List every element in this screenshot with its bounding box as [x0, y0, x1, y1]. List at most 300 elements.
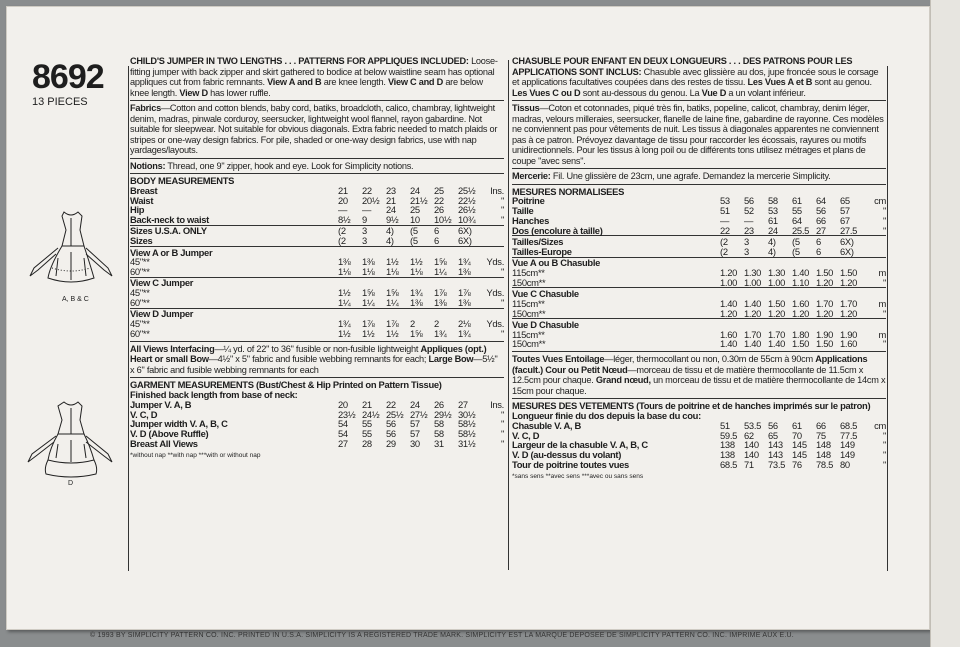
size-value: 149	[840, 449, 855, 461]
size-value: 56	[816, 205, 826, 217]
row-label: 60"**	[130, 297, 150, 309]
envelope-flap	[930, 0, 960, 647]
row-label: 115cm**	[512, 266, 545, 278]
unit: "	[882, 338, 886, 350]
unit: "	[882, 459, 886, 471]
size-value: 140	[744, 449, 759, 461]
size-value: 4)	[386, 235, 394, 247]
size-value: 80	[840, 459, 850, 471]
row-label: Hip	[130, 204, 145, 216]
size-value: 27½	[410, 408, 428, 420]
unit: "	[500, 428, 504, 440]
row-label: 150cm**	[512, 338, 546, 350]
row-label: Tailles/Sizes	[512, 235, 564, 247]
size-value: 70	[792, 429, 802, 441]
size-value: 53	[720, 195, 730, 207]
unit: "	[500, 418, 504, 430]
row-label: Breast All Views	[130, 438, 198, 450]
size-value: 22½	[458, 194, 476, 206]
row-label: Jumper width V. A, B, C	[130, 418, 228, 430]
table-row	[512, 339, 886, 349]
size-value: 3	[362, 235, 367, 247]
copyright-line: © 1993 BY SIMPLICITY PATTERN CO. INC. PRINTED IN U.S.A. SIMPLICITY IS A REGISTERED TRADE MARK. SIMPLICITY EST LA MARQUE DEPOSEE DE SIMPLICITY PATTERN CO. INC. IMPRIME AUX E.U.	[90, 632, 794, 639]
row-label: 45"**	[130, 256, 150, 268]
unit: "	[882, 307, 886, 319]
size-value: 27.5	[840, 224, 858, 236]
size-value: 20½	[362, 194, 380, 206]
size-value: 9	[362, 214, 367, 226]
size-value: 10¾	[458, 214, 476, 226]
size-value: 31½	[458, 438, 476, 450]
size-value: 31	[434, 438, 444, 450]
size-value: 25.5	[792, 224, 810, 236]
unit: Ins.	[490, 184, 504, 196]
size-value: 24	[410, 398, 420, 410]
size-value: 1.40	[792, 266, 810, 278]
unit: m	[878, 297, 886, 309]
size-value: 20	[338, 398, 348, 410]
table-row	[512, 309, 886, 319]
size-value: 24½	[362, 408, 380, 420]
size-value: —	[744, 214, 754, 226]
size-value: 149	[840, 439, 855, 451]
size-value: 1.20	[816, 307, 834, 319]
size-value: 1.50	[816, 266, 834, 278]
table-heading: Finished back length from base of neck:	[130, 389, 298, 401]
size-value: 6X)	[458, 235, 472, 247]
size-value: 64	[816, 195, 826, 207]
unit: "	[882, 449, 886, 461]
size-value: 1.30	[744, 266, 762, 278]
size-value: 22	[434, 194, 444, 206]
en-view-ab: View A and B	[267, 77, 322, 87]
row-label: Dos (encolure à taille)	[512, 224, 603, 236]
size-value: 1.00	[744, 276, 762, 288]
size-value: 26½	[458, 204, 476, 216]
en-appliques-label: Appliques (opt.) Heart or small Bow	[130, 343, 487, 365]
size-value: 58	[768, 195, 778, 207]
size-value: (5	[410, 225, 418, 237]
size-value: 53.5	[744, 419, 762, 431]
fr-title: CHASUBLE POUR ENFANT EN DEUX LONGUEURS . . . DES PATRONS POUR LES APPLICATIONS SONT INCLUS:	[512, 56, 853, 77]
table-heading: View C Jumper	[130, 277, 194, 289]
size-value: 1⅞	[386, 318, 399, 330]
size-value: 54	[338, 428, 348, 440]
english-description	[130, 56, 504, 98]
en-interfacing-label: All Views Interfacing	[130, 343, 215, 354]
unit: "	[882, 224, 886, 236]
fr-view-ab-text: sont au genou.	[814, 77, 872, 87]
size-value: 1¼	[338, 297, 351, 309]
size-value: 1½	[338, 327, 351, 339]
en-view-cd-text: are below knee length.	[130, 77, 483, 98]
size-value: 25	[410, 204, 420, 216]
unit: "	[882, 214, 886, 226]
size-value: 26	[434, 398, 444, 410]
row-label: 150cm**	[512, 307, 546, 319]
unit: "	[500, 204, 504, 216]
table-row	[130, 226, 504, 236]
row-label: V. D (au-dessus du volant)	[512, 449, 622, 461]
size-value: 66	[816, 214, 826, 226]
size-value: 78.5	[816, 459, 834, 471]
size-value: 21	[386, 194, 396, 206]
size-value: 4)	[768, 235, 776, 247]
size-value: 1.70	[840, 297, 858, 309]
size-value: 20	[338, 194, 348, 206]
size-value: 4)	[768, 245, 776, 257]
size-value: 30½	[458, 408, 476, 420]
size-value: 57	[840, 205, 850, 217]
size-value: —	[338, 204, 348, 216]
size-value: 1.00	[720, 276, 738, 288]
size-value: 1¾	[338, 318, 351, 330]
size-value: (2	[338, 225, 346, 237]
table-row	[130, 236, 504, 246]
english-interfacing	[130, 344, 504, 376]
size-value: 1⅜	[434, 297, 447, 309]
size-value: 2	[410, 318, 415, 330]
figure-label-abc: A, B & C	[62, 296, 89, 303]
size-value: —	[720, 214, 730, 226]
size-value: 27	[458, 398, 468, 410]
size-value: 21	[338, 184, 348, 196]
unit: cm	[874, 195, 886, 207]
size-value: 23	[744, 224, 754, 236]
size-value: 52	[744, 205, 754, 217]
row-label: Tailles-Europe	[512, 245, 572, 257]
table-heading: Vue A ou B Chasuble	[512, 257, 601, 269]
size-value: 1⅛	[410, 266, 423, 278]
size-value: 1¼	[362, 297, 375, 309]
unit: m	[878, 328, 886, 340]
size-value: 65	[768, 429, 778, 441]
row-label: V. C, D	[130, 408, 158, 420]
unit: "	[500, 408, 504, 420]
size-value: 1⅜	[458, 297, 471, 309]
table-row	[130, 319, 504, 329]
size-value: —	[362, 204, 372, 216]
unit: "	[500, 214, 504, 226]
table-heading: Longueur finie du dos depuis la base du cou:	[512, 410, 701, 422]
size-value: 6X)	[840, 245, 854, 257]
size-value: 10	[410, 214, 420, 226]
size-value: 51	[720, 205, 730, 217]
french-column	[512, 56, 886, 572]
size-value: 24	[768, 224, 778, 236]
english-column	[130, 56, 504, 572]
size-value: 1½	[410, 256, 423, 268]
row-label: Hanches	[512, 214, 549, 226]
row-label: 45"**	[130, 318, 150, 330]
en-view-d: View D	[179, 87, 208, 98]
size-value: 54	[338, 418, 348, 430]
table-row	[130, 267, 504, 277]
unit: "	[500, 297, 504, 309]
size-value: 1.20	[744, 307, 762, 319]
french-footnote: *sans sens **avec sens ***avec ou sans sens	[512, 472, 644, 480]
size-value: 3	[744, 235, 749, 247]
size-value: 1⅞	[434, 287, 447, 299]
size-value: 9½	[386, 214, 399, 226]
row-label: Sizes U.S.A. ONLY	[130, 225, 207, 237]
fr-view-d: Vue D	[701, 87, 727, 98]
size-value: 2	[434, 318, 439, 330]
size-value: 65	[840, 195, 850, 207]
row-label: 60"**	[130, 327, 150, 339]
size-value: 1⅝	[410, 327, 423, 339]
size-value: 1⅜	[362, 256, 375, 268]
table-row	[512, 460, 886, 470]
fr-view-cd-text: sont au-dessous du genou. La	[582, 87, 700, 98]
size-value: 145	[792, 449, 807, 461]
size-value: 8½	[338, 214, 351, 226]
size-value: 68.5	[720, 459, 738, 471]
size-value: 57	[410, 418, 420, 430]
size-value: 1½	[386, 327, 399, 339]
en-view-d-text: has lower ruffle.	[210, 87, 271, 98]
table-row	[130, 186, 504, 196]
unit: m	[878, 266, 886, 278]
table-heading-row	[130, 176, 504, 186]
figure-label-d: D	[68, 480, 74, 487]
table-heading: MESURES DES VETEMENTS (Tours de poitrine et de hanches imprimés sur le patron)	[512, 400, 871, 412]
fr-applications-text: —morceau de tissu et de matière thermocollante de 11.5cm x 12.5cm pour chaque.	[512, 364, 864, 386]
unit: Yds.	[486, 287, 504, 299]
size-value: 29	[386, 438, 396, 450]
size-value: 3	[362, 225, 367, 237]
table-row	[512, 278, 886, 288]
row-label: Jumper V. A, B	[130, 398, 192, 410]
size-value: 61	[768, 214, 778, 226]
size-value: 25½	[458, 184, 476, 196]
size-value: 1⅜	[458, 266, 471, 278]
row-label: Largeur de la chasuble V. A, B, C	[512, 439, 648, 451]
size-value: 1⅛	[338, 266, 351, 278]
pattern-number: 8692	[32, 58, 104, 96]
table-row	[512, 226, 886, 236]
unit: "	[882, 205, 886, 217]
table-row	[130, 288, 504, 298]
en-notions-text: Thread, one 9" zipper, hook and eye. Look for Simplicity notions.	[167, 160, 414, 171]
row-label: Poitrine	[512, 195, 545, 207]
size-value: 56	[386, 428, 396, 440]
size-value: 1.90	[840, 328, 858, 340]
fr-grand-text: un morceau de tissu et de matière thermocollante de 14cm x 15cm pour chaque.	[512, 375, 886, 396]
row-label: Taille	[512, 205, 534, 217]
size-value: 59.5	[720, 429, 738, 441]
size-value: 1.70	[816, 297, 834, 309]
size-value: 21½	[410, 194, 428, 206]
en-title: CHILD'S JUMPER IN TWO LENGTHS . . . PATTERNS FOR APPLIQUES INCLUDED:	[130, 56, 469, 66]
size-value: 21	[362, 398, 372, 410]
size-value: 1.40	[744, 338, 762, 350]
table-row	[130, 439, 504, 449]
size-value: 1⅛	[362, 266, 375, 278]
size-value: 23½	[338, 408, 356, 420]
row-label: 45"**	[130, 287, 150, 299]
size-value: 55	[792, 205, 802, 217]
fr-grand-label: Grand nœud,	[595, 375, 651, 386]
size-value: 22	[386, 398, 396, 410]
en-notions-label: Notions:	[130, 160, 166, 171]
en-intro: Loose-fitting jumper with back zipper and skirt gathered to bodice at below waistline seam has optional appliques cut from fabric remnants.	[130, 56, 498, 87]
size-value: 1.20	[792, 307, 810, 319]
size-value: 56	[768, 419, 778, 431]
en-view-cd: View C and D	[387, 77, 443, 87]
size-value: 6	[816, 235, 821, 247]
size-value: 1.50	[768, 297, 786, 309]
fr-entoilage-label: Toutes Vues Entoilage	[512, 354, 605, 365]
size-value: 1.40	[768, 338, 786, 350]
size-value: 75	[816, 429, 826, 441]
table-row	[512, 421, 886, 431]
size-value: 1.10	[792, 276, 810, 288]
english-garment-table	[130, 380, 504, 449]
fr-mercerie-text: Fil. Une glissière de 23cm, une agrafe. Demandez la mercerie Simplicity.	[552, 171, 831, 181]
size-value: 148	[816, 449, 831, 461]
size-value: 28	[362, 438, 372, 450]
fr-applications-label: Applications (facult.) Cour ou Petit Nœud	[512, 354, 868, 375]
size-value: 1.50	[792, 338, 810, 350]
size-value: (2	[720, 245, 728, 257]
en-view-ab-text: are knee length.	[323, 77, 386, 87]
size-value: 67	[840, 214, 850, 226]
table-heading: Vue C Chasuble	[512, 287, 579, 299]
jumper-d-sketch	[26, 398, 116, 480]
size-value: 27	[338, 438, 348, 450]
size-value: 1.40	[720, 338, 738, 350]
en-largebow-label: Large Bow	[428, 354, 474, 365]
size-value: 1½	[362, 327, 375, 339]
row-label: Breast	[130, 184, 158, 196]
row-label: Waist	[130, 194, 154, 206]
size-value: 1⅜	[410, 297, 423, 309]
size-value: 143	[768, 439, 783, 451]
table-heading: BODY MEASUREMENTS	[130, 175, 235, 186]
size-value: (2	[720, 235, 728, 247]
table-heading: Vue D Chasuble	[512, 318, 579, 330]
size-value: 64	[792, 214, 802, 226]
size-value: 1¾	[410, 287, 423, 299]
size-value: 22	[362, 184, 372, 196]
fr-view-ab: Les Vues A et B	[747, 77, 813, 87]
size-value: 55	[362, 418, 372, 430]
unit: Ins.	[490, 398, 504, 410]
size-value: 30	[410, 438, 420, 450]
size-value: 1.60	[792, 297, 810, 309]
size-value: 143	[768, 449, 783, 461]
size-value: 145	[792, 439, 807, 451]
size-value: 27	[816, 224, 826, 236]
size-value: 1¼	[434, 266, 447, 278]
size-value: 138	[720, 439, 735, 451]
size-value: 71	[744, 459, 754, 471]
size-value: 24	[386, 204, 396, 216]
fr-view-cd: Les Vues C ou D	[512, 87, 581, 98]
table-row	[130, 257, 504, 267]
center-rule	[508, 60, 509, 570]
fr-tissus-text: —Coton et cotonnades, piqué très fin, batiks, popeline, calicot, chambray, denim léger, madras, velours milleraies, seersucker, flanelle de laine fine, gabardine de rayonne. Ces modèles ne conviennent pas pour vêtements de nuit. Les tissus à diagonales apparentes ne conviennent pas à ce patron. Prévoyez davantage de tissu pour raccorder les écossais, rayures ou motifs unidirectionnels. Pour les tissus à long poil ou de différents tons utilisez métrages et plans de coupe "avec sens".	[512, 103, 884, 166]
row-label: 115cm**	[512, 328, 545, 340]
table-row	[130, 215, 504, 225]
size-value: 58	[434, 418, 444, 430]
size-value: 1.00	[768, 276, 786, 288]
size-value: 56	[744, 195, 754, 207]
size-value: 62	[744, 429, 754, 441]
size-value: 77.5	[840, 429, 858, 441]
size-value: 1.20	[816, 276, 834, 288]
row-label: 60"**	[130, 266, 150, 278]
size-value: 29½	[434, 408, 452, 420]
size-value: 10½	[434, 214, 452, 226]
size-value: 1¾	[458, 327, 471, 339]
size-value: 148	[816, 439, 831, 451]
jumper-abc-sketch	[28, 208, 114, 294]
unit: Yds.	[486, 318, 504, 330]
en-appliques-text: —4½" x 5" fabric and fusible webbing remnants for each;	[208, 354, 427, 365]
table-heading-row	[130, 278, 504, 288]
left-rule	[128, 66, 129, 571]
size-value: 1.40	[744, 297, 762, 309]
size-value: 23	[386, 184, 396, 196]
en-largebow-text: —5½" x 6" fabric and fusible webbing remnants for each	[130, 354, 498, 375]
size-value: 2⅛	[458, 318, 471, 330]
size-value: 73.5	[768, 459, 786, 471]
table-heading: View A or B Jumper	[130, 246, 213, 258]
table-row	[130, 329, 504, 339]
size-value: 25	[434, 184, 444, 196]
size-value: 66	[816, 419, 826, 431]
unit: "	[500, 266, 504, 278]
table-heading: MESURES NORMALISEES	[512, 185, 625, 197]
size-value: 1⅞	[362, 318, 375, 330]
row-label: V. D (Above Ruffle)	[130, 428, 209, 440]
size-value: 1⅜	[338, 256, 351, 268]
size-value: 6X)	[840, 235, 854, 247]
size-value: 1.70	[768, 328, 786, 340]
fr-view-d-text: a un volant inférieur.	[728, 87, 806, 98]
en-interfacing-text: —¼ yd. of 22" to 36" fusible or non-fusible lightweight	[214, 343, 419, 354]
size-value: 1.50	[816, 338, 834, 350]
table-heading: GARMENT MEASUREMENTS (Bust/Chest & Hip Printed on Pattern Tissue)	[130, 379, 442, 391]
size-value: 1.30	[768, 266, 786, 278]
row-label: 150cm**	[512, 276, 546, 288]
size-value: 3	[744, 245, 749, 257]
unit: cm	[874, 419, 886, 431]
size-value: 1½	[338, 287, 351, 299]
size-value: 6	[434, 225, 439, 237]
size-value: 55	[362, 428, 372, 440]
size-value: (5	[410, 235, 418, 247]
french-tissus	[512, 103, 886, 166]
size-value: (5	[792, 235, 800, 247]
french-garment-table	[512, 401, 886, 470]
size-value: 24	[410, 184, 420, 196]
en-fabrics-text: —Cotton and cotton blends, baby cord, batiks, broadcloth, calico, chambray, lightweight denim, madras, pinwale corduroy, seersucker, lightweight wool flannel, rayon gabardine. Not suitable for sleepwear. Not suitable for obvious diagonals. Extra fabric needed to match plaids or stripes or one-way design fabrics. For pile, shaded or one-way design fabrics, use with nap yardages/layouts.	[130, 103, 498, 155]
right-rule	[887, 66, 888, 571]
size-value: 76	[792, 459, 802, 471]
size-value: 1.40	[720, 297, 738, 309]
unit: "	[882, 439, 886, 451]
table-heading-row	[130, 248, 504, 258]
french-description	[512, 56, 886, 98]
english-fabrics	[130, 103, 504, 156]
english-notions	[130, 161, 504, 172]
row-label: Sizes	[130, 235, 153, 247]
size-value: 1.50	[840, 266, 858, 278]
size-value: 6	[816, 245, 821, 257]
